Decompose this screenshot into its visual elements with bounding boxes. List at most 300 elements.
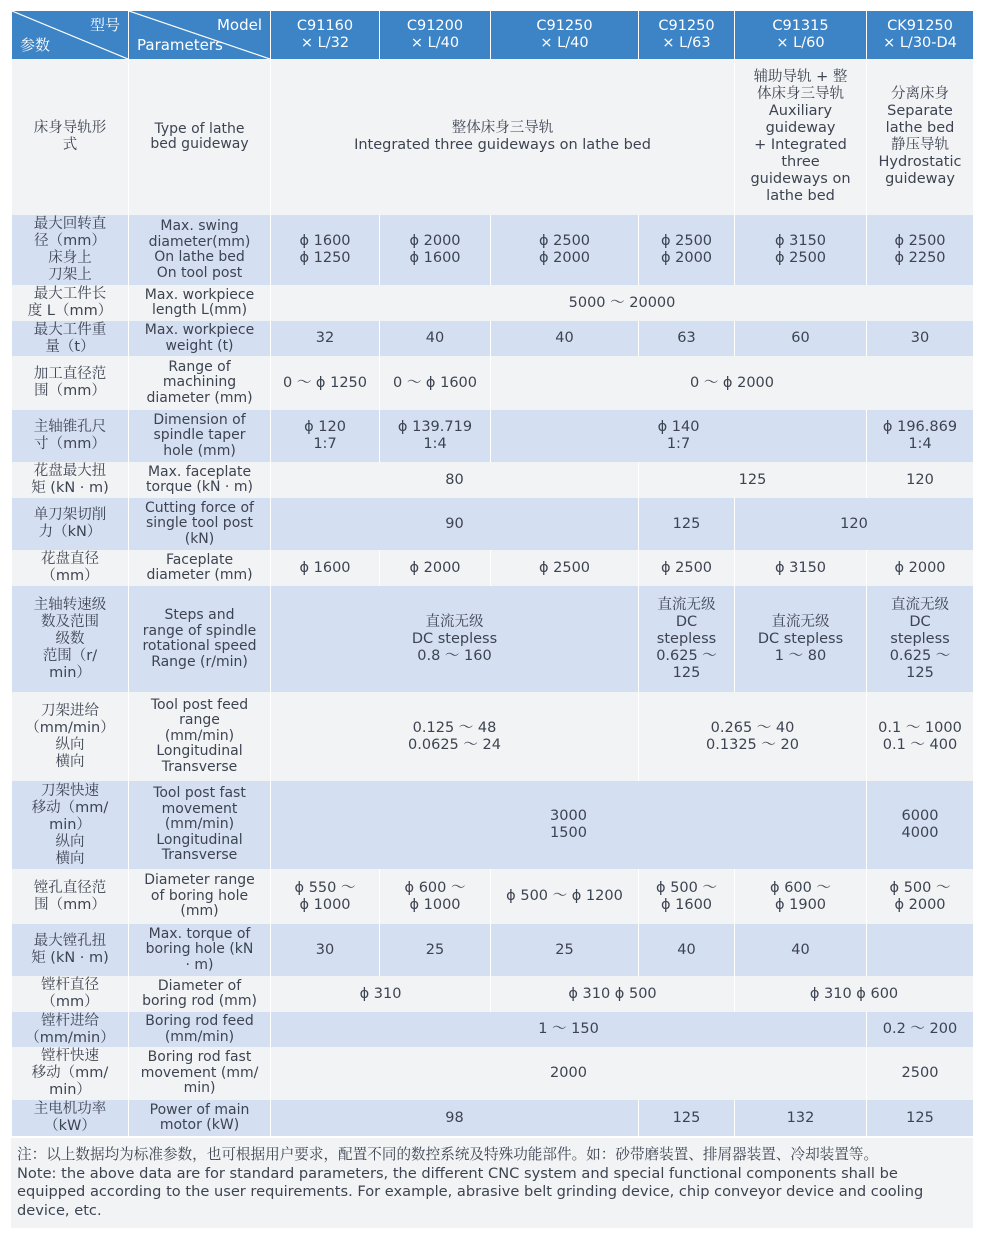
param-name-cn — [12, 550, 129, 586]
cell-line: 125 — [672, 1109, 701, 1126]
cell-line: diameter (mm) — [146, 567, 253, 583]
param-name-en — [129, 462, 271, 498]
value-cell — [867, 410, 974, 462]
footnote-cn: 注：以上数据均为标准参数，也可根据用户要求，配置不同的数控系统及特殊功能部件。如：砂带磨装置、排屑器装置、冷却装置等。 — [17, 1146, 879, 1163]
cell-line: 0 ～ ϕ 1250 — [282, 374, 368, 391]
cell-line: Max. workpiece — [144, 286, 255, 303]
cell-line: 25 — [555, 941, 574, 958]
model-header-line: C91315 — [772, 18, 829, 34]
cell-line: 矩 (kN · m) — [31, 480, 109, 496]
cell-line: (mm/min) — [164, 1028, 235, 1045]
model-header-line: × L/60 — [776, 35, 825, 51]
cell-line: Steps and — [164, 607, 235, 623]
cell-line: ϕ 600 ～ — [770, 879, 831, 896]
cell-line: 40 — [555, 330, 574, 346]
value-cell — [867, 692, 974, 781]
param-name-cn — [12, 1012, 129, 1047]
cell-line: ϕ 1600 — [660, 896, 713, 913]
cell-line: rotational speed — [142, 638, 257, 654]
cell-line: 床身上 — [48, 250, 92, 266]
model-header — [735, 11, 867, 59]
cell-line: stepless — [656, 630, 717, 647]
cell-line: 移动（mm/ — [31, 1065, 109, 1081]
cell-line: 0 ～ ϕ 2000 — [689, 374, 775, 391]
cell-line: + Integrated — [754, 137, 847, 153]
value-cell — [735, 869, 867, 924]
value-cell — [735, 498, 974, 550]
cell-line: ϕ 310 — [359, 985, 402, 1002]
model-header-line: C91250 — [658, 18, 715, 34]
cell-line: Auxiliary — [768, 103, 833, 119]
cell-line: 1500 — [550, 825, 587, 841]
value-cell — [735, 586, 867, 692]
cell-line: Tool post feed — [150, 696, 249, 713]
cell-line: DC stepless — [757, 630, 844, 647]
value-cell — [491, 924, 639, 976]
value-cell — [380, 924, 491, 976]
spec-table — [11, 11, 974, 1136]
value-cell — [735, 215, 867, 285]
param-name-en — [129, 215, 271, 285]
cell-line: ϕ 196.869 — [882, 419, 958, 435]
spec-sheet — [11, 11, 973, 1228]
param-name-cn — [12, 321, 129, 356]
value-cell — [491, 869, 639, 924]
cell-line: 6000 — [901, 808, 939, 824]
cell-line: Integrated three guideways on lathe bed — [354, 137, 651, 153]
table-row — [12, 976, 974, 1012]
cell-line: 加工直径范 — [33, 366, 107, 382]
value-cell — [867, 1012, 974, 1047]
cell-line: ϕ 500 ～ — [656, 879, 717, 896]
cell-line: 花盘最大扭 — [33, 463, 107, 479]
header-param-en — [129, 11, 271, 59]
cell-line: 125 — [738, 471, 767, 488]
param-name-en — [129, 410, 271, 462]
cell-line: 125 — [672, 515, 701, 532]
value-cell — [639, 321, 735, 356]
cell-line: 30 — [315, 941, 335, 958]
footnote-en: Note: the above data are for standard parameters, the different CNC system and special functional components shall be equipped according to the user requirements. For example, abrasive belt grinding device, chip conveyor device and cooling device, etc. — [17, 1164, 924, 1219]
cell-line: ϕ 1250 — [299, 250, 351, 266]
cell-line: ϕ 2250 — [894, 250, 946, 266]
cell-line: 静压导轨 — [891, 137, 949, 153]
cell-line: · m) — [185, 956, 214, 973]
value-cell — [271, 321, 380, 356]
cell-line: 40 — [677, 941, 696, 958]
cell-line: ϕ 500 ～ ϕ 1200 — [506, 888, 623, 904]
cell-line: movement — [161, 800, 238, 817]
model-header-line: C91160 — [296, 18, 354, 34]
cell-line: 125 — [906, 1109, 934, 1126]
table-row — [12, 462, 974, 498]
value-cell — [867, 869, 974, 924]
cell-line: （mm） — [41, 568, 99, 584]
cell-line: ϕ 1000 — [299, 896, 351, 913]
cell-line: 0.625 ～ — [889, 647, 951, 664]
cell-line: DC stepless — [411, 630, 498, 647]
value-cell — [639, 462, 867, 498]
cell-line: （mm/min） — [25, 1029, 115, 1046]
value-cell — [735, 59, 867, 215]
model-header-line: CK91250 — [887, 18, 953, 34]
model-header — [491, 11, 639, 59]
value-cell — [639, 550, 735, 586]
cell-line: ϕ 2500 — [538, 233, 591, 249]
cell-line: range of spindle — [142, 622, 257, 639]
cell-line: ϕ 2000 — [538, 250, 591, 266]
cell-line: 镗杆直径 — [41, 977, 99, 993]
cell-line: ϕ 310 ϕ 600 — [809, 985, 899, 1002]
value-cell — [867, 59, 974, 215]
value-cell — [380, 869, 491, 924]
param-name-en — [129, 1012, 271, 1047]
value-cell — [271, 410, 380, 462]
model-header-line: C91200 — [406, 18, 464, 34]
cell-line: Power of main — [149, 1101, 250, 1118]
cell-line: 98 — [445, 1109, 464, 1126]
cell-line: Max. swing — [160, 218, 239, 234]
cell-line: Diameter of — [157, 977, 242, 994]
cell-line: (mm/min) — [164, 816, 235, 833]
cell-line: min) — [183, 1080, 216, 1097]
cell-line: 分离床身 — [891, 86, 949, 102]
table-row — [12, 692, 974, 781]
param-name-en — [129, 285, 271, 321]
cell-line: three — [781, 154, 820, 170]
cell-line: 0.625 ～ — [656, 647, 717, 664]
cell-line: 1 ～ 80 — [774, 647, 827, 664]
cell-line: ϕ 2000 — [409, 559, 461, 576]
table-row — [12, 1047, 974, 1100]
cell-line: 纵向 — [55, 833, 85, 850]
value-cell — [491, 215, 639, 285]
table-row — [12, 586, 974, 692]
cell-line: 4000 — [901, 825, 939, 841]
header-params-en: Parameters — [137, 36, 223, 54]
param-name-cn — [12, 1047, 129, 1100]
value-cell — [271, 692, 639, 781]
value-cell — [271, 356, 380, 410]
value-cell — [639, 215, 735, 285]
param-name-en — [129, 692, 271, 781]
model-header — [867, 11, 974, 59]
cell-line: diameter(mm) — [148, 233, 251, 250]
cell-line: Hydrostatic — [878, 154, 962, 170]
cell-line: 主电机功率 — [33, 1101, 107, 1117]
cell-line: DC — [675, 613, 698, 630]
cell-line: 镗杆进给 — [41, 1012, 99, 1029]
param-name-en — [129, 924, 271, 976]
cell-line: Transverse — [161, 758, 238, 775]
value-cell — [639, 869, 735, 924]
cell-line: ϕ 2000 — [409, 233, 461, 249]
cell-line: ϕ 2500 — [774, 250, 827, 266]
table-row — [12, 924, 974, 976]
cell-line: min） — [49, 816, 91, 833]
cell-line: 最大镗孔扭 — [33, 933, 107, 949]
table-row — [12, 1100, 974, 1136]
model-header-line: × L/32 — [300, 35, 350, 51]
cell-line: 1 ～ 150 — [538, 1021, 599, 1037]
param-name-cn — [12, 976, 129, 1012]
model-header-line: × L/40 — [540, 35, 589, 51]
header-row — [12, 11, 974, 59]
param-name-cn — [12, 498, 129, 550]
cell-line: Boring rod feed — [145, 1013, 254, 1029]
table-row — [12, 869, 974, 924]
cell-line: ϕ 120 — [304, 419, 346, 435]
cell-line: 直流无级 — [771, 613, 830, 630]
cell-line: of boring hole — [150, 887, 249, 904]
value-cell — [491, 356, 974, 410]
table-row — [12, 356, 974, 410]
param-name-en — [129, 781, 271, 869]
table-row — [12, 550, 974, 586]
cell-line: 0.1325 ～ 20 — [706, 736, 799, 753]
cell-line: ϕ 1600 — [299, 233, 351, 249]
value-cell — [380, 410, 491, 462]
cell-line: min） — [49, 1082, 91, 1098]
table-row — [12, 59, 974, 215]
value-cell — [639, 692, 867, 781]
cell-line: 直流无级 — [657, 596, 716, 613]
cell-line: Range (r/min) — [151, 653, 248, 670]
value-cell — [735, 1100, 867, 1136]
cell-line: ϕ 310 ϕ 500 — [568, 985, 657, 1002]
param-name-en — [129, 976, 271, 1012]
value-cell — [271, 781, 867, 869]
cell-line: Max. torque of — [148, 925, 251, 942]
param-name-cn — [12, 692, 129, 781]
cell-line: min） — [49, 664, 91, 681]
value-cell — [271, 498, 639, 550]
cell-line: Max. workpiece — [144, 322, 255, 338]
cell-line: 0.1 ～ 1000 — [878, 719, 962, 736]
cell-line: ϕ 2500 — [894, 233, 946, 249]
cell-line: ϕ 139.719 — [397, 419, 473, 435]
value-cell — [271, 976, 491, 1012]
model-header-line: × L/63 — [662, 35, 711, 51]
cell-line: Tool post fast — [153, 785, 246, 802]
value-cell — [867, 1047, 974, 1100]
cell-line: weight (t) — [165, 337, 234, 354]
value-cell — [867, 215, 974, 285]
cell-line: 刀架快速 — [41, 782, 99, 799]
cell-line: On lathe bed — [154, 249, 245, 265]
table-row — [12, 781, 974, 869]
cell-line: 最大回转直 — [33, 216, 107, 232]
cell-line: 主轴锥孔尺 — [33, 419, 107, 435]
cell-line: diameter (mm) — [146, 389, 253, 406]
param-name-cn — [12, 924, 129, 976]
cell-line: motor (kW) — [159, 1117, 240, 1133]
cell-line: （mm） — [41, 994, 99, 1010]
value-cell — [271, 1012, 867, 1047]
cell-line: 数及范围 — [41, 613, 99, 630]
cell-line: range — [179, 712, 220, 729]
table-row — [12, 285, 974, 321]
cell-line: 最大工件长 — [33, 286, 107, 302]
cell-line: ϕ 500 ～ — [889, 879, 951, 896]
value-cell — [271, 59, 735, 215]
cell-line: 矩 (kN · m) — [31, 950, 109, 966]
cell-line: 围（mm） — [34, 896, 106, 913]
value-cell — [867, 321, 974, 356]
value-cell — [735, 321, 867, 356]
cell-line: guideway — [885, 171, 955, 187]
param-name-cn — [12, 215, 129, 285]
cell-line: guideways on — [750, 171, 851, 187]
cell-line: 1:4 — [908, 436, 932, 452]
table-row — [12, 321, 974, 356]
cell-line: 级数 — [55, 630, 85, 647]
cell-line: 围（mm） — [34, 383, 106, 399]
param-name-cn — [12, 356, 129, 410]
cell-line: length L(mm) — [151, 302, 248, 318]
value-cell — [867, 924, 974, 976]
cell-line: 1:7 — [666, 436, 691, 452]
value-cell — [867, 781, 974, 869]
cell-line: 0.125 ～ 48 — [412, 719, 497, 736]
cell-line: 1:4 — [423, 436, 447, 452]
cell-line: 主轴转速级 — [33, 596, 107, 613]
value-cell — [380, 215, 491, 285]
cell-line: 0.8 ～ 160 — [417, 647, 492, 664]
cell-line: ϕ 140 — [657, 419, 700, 435]
cell-line: （mm/min） — [25, 719, 115, 736]
cell-line: 132 — [786, 1109, 815, 1126]
value-cell — [867, 586, 974, 692]
value-cell — [491, 550, 639, 586]
cell-line: Type of lathe — [154, 120, 245, 137]
value-cell — [639, 586, 735, 692]
cell-line: 0 ～ ϕ 1600 — [392, 374, 478, 391]
cell-line: Boring rod fast — [147, 1049, 252, 1066]
cell-line: 2500 — [901, 1065, 939, 1081]
cell-line: Separate — [887, 103, 953, 119]
param-name-en — [129, 498, 271, 550]
cell-line: machining — [162, 374, 237, 391]
cell-line: 整体床身三导轨 — [451, 120, 554, 136]
cell-line: Longitudinal — [156, 831, 243, 848]
cell-line: 单刀架切削 — [33, 507, 107, 523]
value-cell — [639, 1100, 735, 1136]
value-cell — [271, 215, 380, 285]
model-header — [639, 11, 735, 59]
cell-line: 直流无级 — [891, 596, 949, 613]
cell-line: 镗杆快速 — [41, 1048, 99, 1064]
cell-line: 80 — [445, 471, 464, 488]
param-name-en — [129, 1100, 271, 1136]
cell-line: movement (mm/ — [140, 1064, 259, 1081]
cell-line: 40 — [791, 941, 810, 958]
cell-line: Range of — [168, 358, 231, 375]
table-row — [12, 498, 974, 550]
cell-line: guideway — [765, 120, 836, 136]
cell-line: bed guideway — [150, 136, 249, 152]
cell-line: ϕ 2000 — [660, 250, 713, 266]
value-cell — [271, 1100, 639, 1136]
cell-line: 横向 — [55, 753, 85, 770]
cell-line: DC — [909, 613, 931, 630]
cell-line: single tool post — [145, 515, 254, 532]
cell-line: 40 — [425, 330, 445, 346]
header-params-cn: 参数 — [20, 36, 51, 54]
cell-line: 90 — [445, 515, 464, 532]
cell-line: Transverse — [161, 847, 238, 864]
value-cell — [380, 550, 491, 586]
cell-line: 纵向 — [55, 736, 85, 753]
cell-line: ϕ 2000 — [894, 559, 946, 576]
cell-line: （kW） — [44, 1118, 96, 1134]
value-cell — [735, 976, 974, 1012]
cell-line: 范围（r/ — [42, 647, 98, 664]
cell-line: stepless — [890, 630, 950, 647]
cell-line: 3000 — [550, 808, 587, 824]
cell-line: ϕ 1600 — [299, 559, 351, 576]
cell-line: Longitudinal — [156, 743, 243, 760]
cell-line: 度 L（mm） — [27, 303, 113, 319]
cell-line: ϕ 3150 — [774, 233, 827, 249]
cell-line: boring hole (kN — [145, 941, 254, 958]
cell-line: 式 — [62, 137, 78, 153]
cell-line: (mm) — [180, 903, 219, 920]
cell-line: Diameter range — [144, 872, 255, 889]
model-header — [380, 11, 491, 59]
cell-line: 镗孔直径范 — [33, 879, 107, 896]
cell-line: (mm/min) — [164, 727, 235, 744]
cell-line: 横向 — [55, 850, 85, 867]
cell-line: 60 — [791, 330, 810, 346]
cell-line: Dimension of — [153, 411, 246, 428]
value-cell — [867, 550, 974, 586]
value-cell — [271, 586, 639, 692]
footnote — [11, 1138, 973, 1228]
cell-line: 寸（mm） — [34, 436, 106, 452]
param-name-en — [129, 321, 271, 356]
param-name-cn — [12, 410, 129, 462]
cell-line: 花盘直径 — [41, 551, 99, 567]
param-name-cn — [12, 869, 129, 924]
cell-line: ϕ 3150 — [774, 559, 827, 576]
cell-line: 床身导轨形 — [33, 120, 107, 136]
cell-line: lathe bed — [766, 188, 835, 204]
cell-line: ϕ 2500 — [660, 233, 713, 249]
param-name-cn — [12, 1100, 129, 1136]
cell-line: spindle taper — [153, 427, 246, 444]
value-cell — [271, 285, 974, 321]
cell-line: 30 — [910, 330, 930, 346]
cell-line: 刀架进给 — [41, 702, 99, 719]
cell-line: 32 — [315, 330, 335, 346]
cell-line: Cutting force of — [145, 499, 254, 516]
cell-line: 2000 — [550, 1065, 587, 1081]
value-cell — [271, 550, 380, 586]
value-cell — [867, 1100, 974, 1136]
cell-line: 63 — [677, 330, 696, 346]
param-name-en — [129, 550, 271, 586]
cell-line: 最大工件重 — [33, 321, 107, 338]
cell-line: ϕ 1600 — [409, 250, 461, 266]
model-header — [271, 11, 380, 59]
param-name-cn — [12, 781, 129, 869]
cell-line: 径（mm） — [34, 233, 106, 249]
value-cell — [867, 462, 974, 498]
header-param-cn — [12, 11, 129, 59]
param-name-en — [129, 1047, 271, 1100]
value-cell — [380, 321, 491, 356]
